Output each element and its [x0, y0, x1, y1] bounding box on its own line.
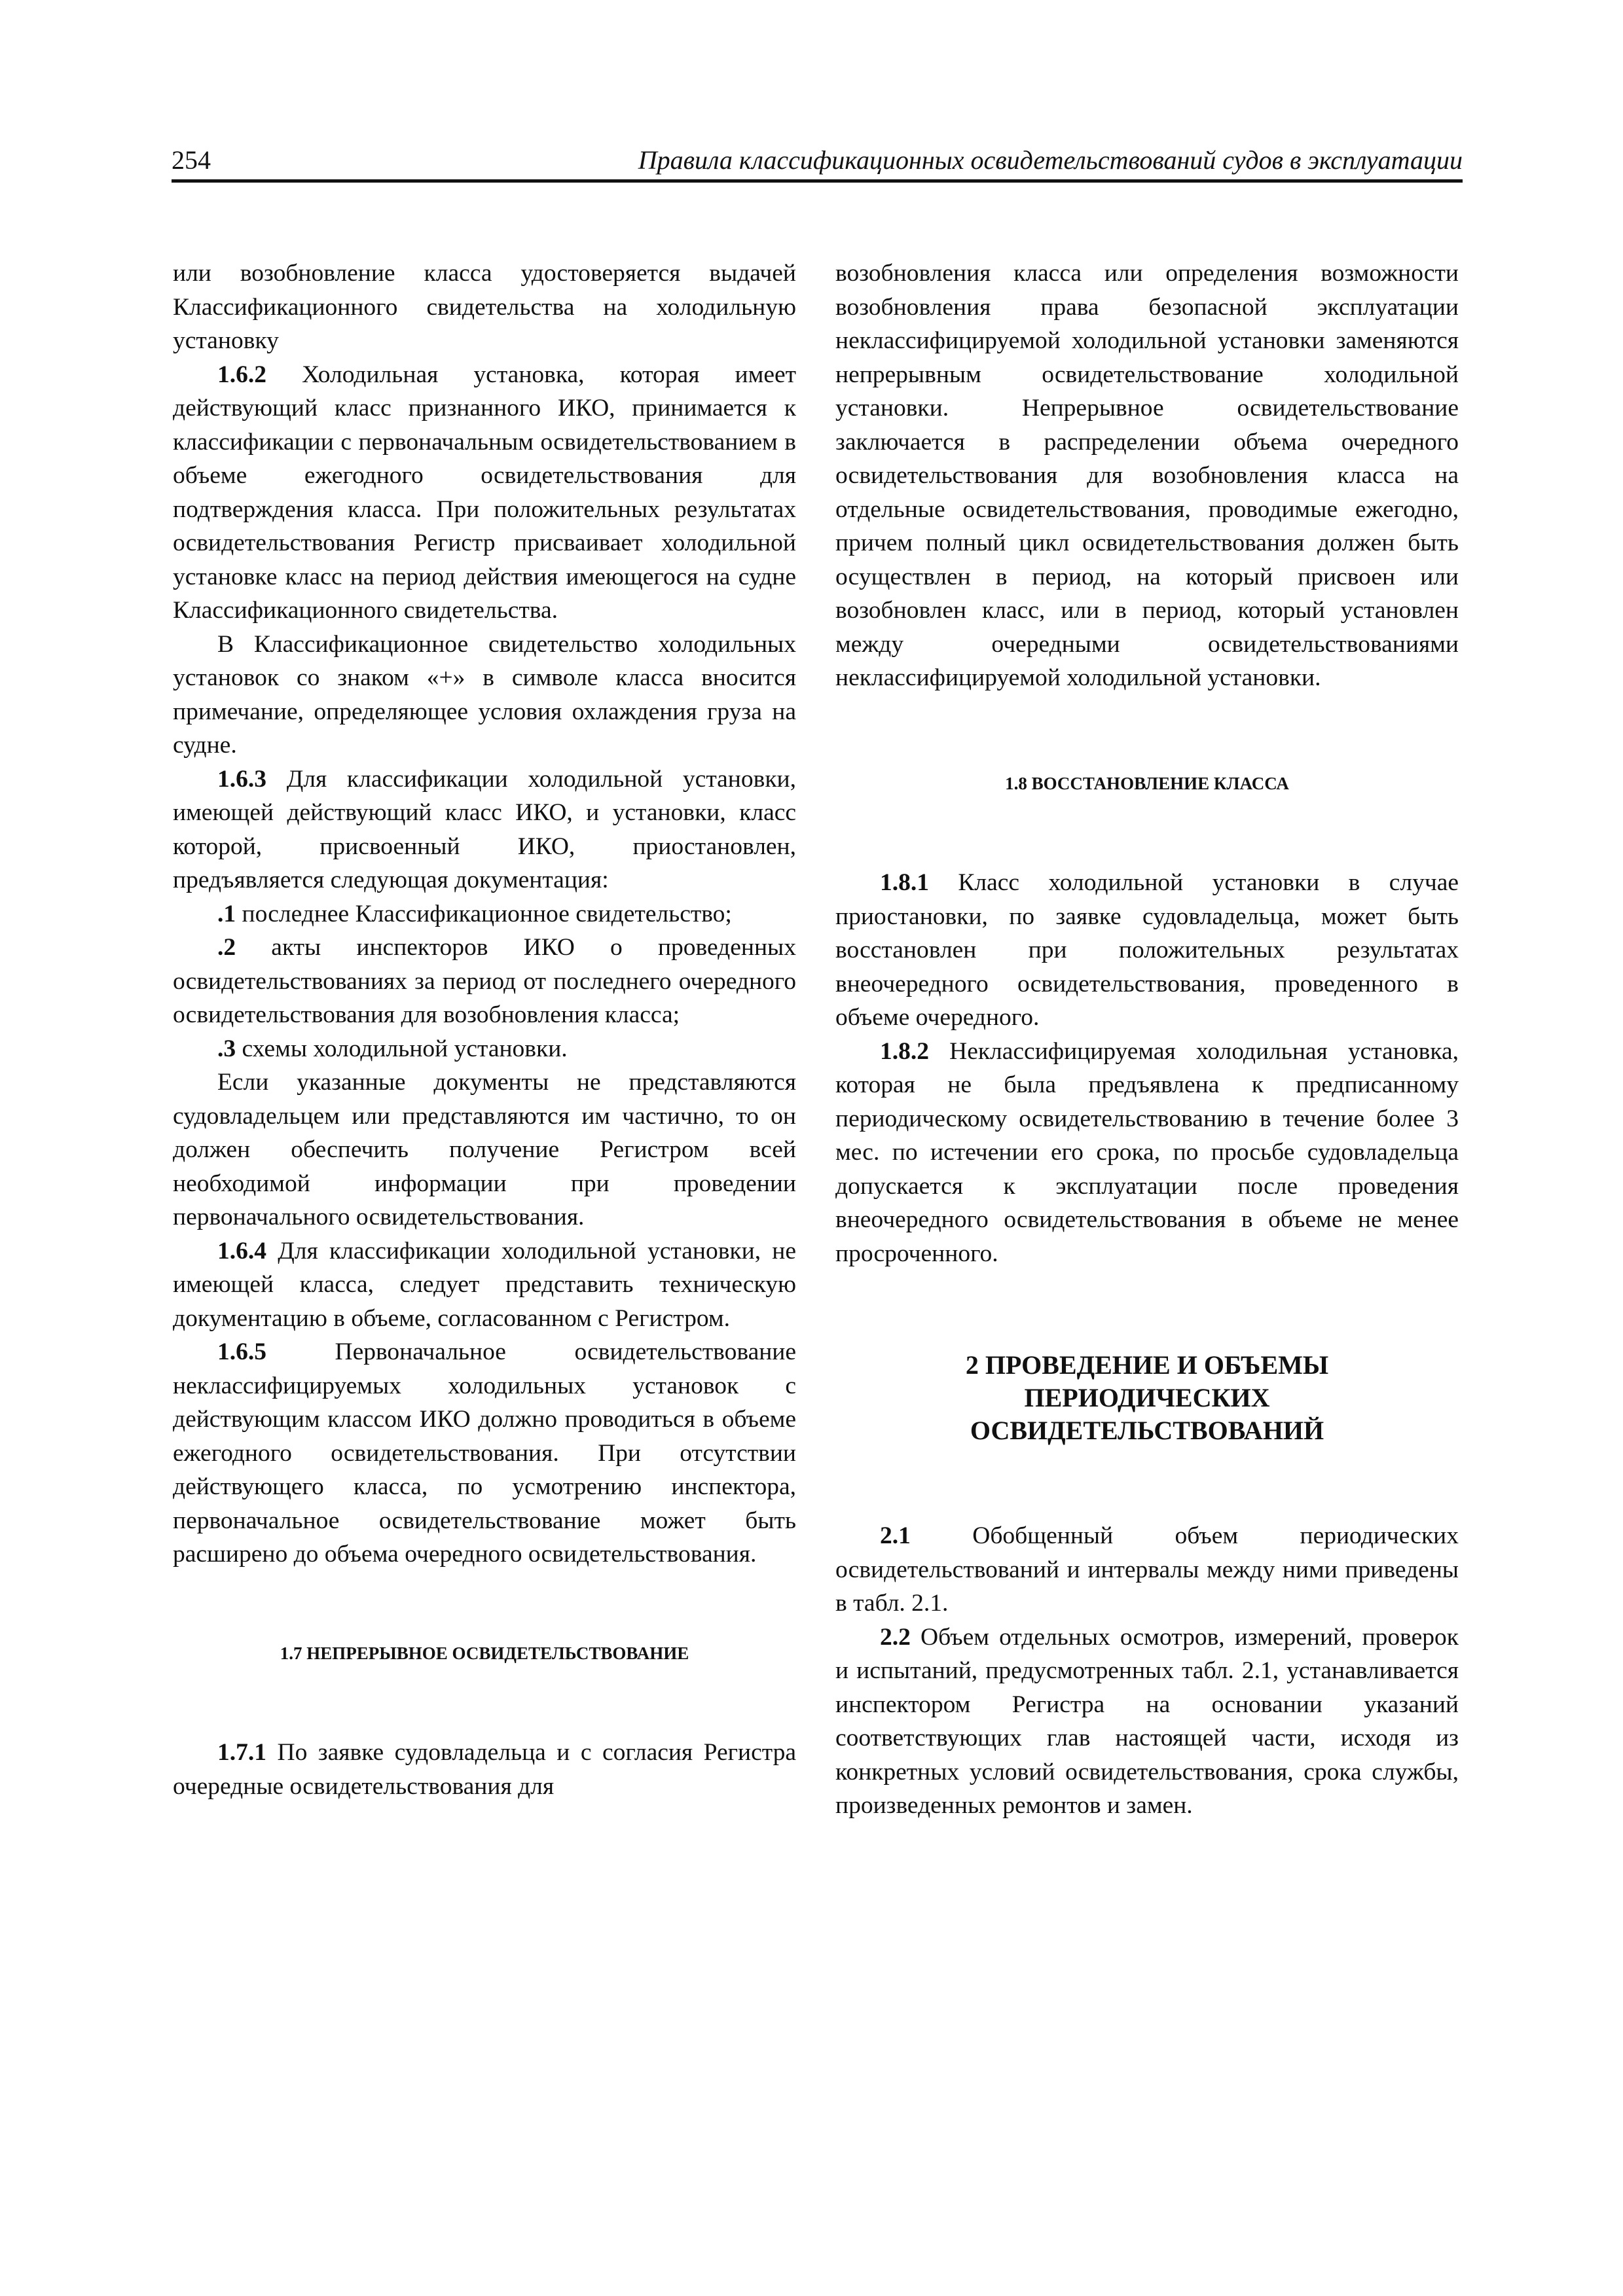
clause-number: 1.6.2 — [217, 361, 266, 388]
clause-number: 2.1 — [880, 1522, 911, 1549]
section-heading-1-7: 1.7 НЕПРЕРЫВНОЕ ОСВИДЕТЕЛЬСТВОВАНИЕ — [280, 1643, 689, 1663]
paragraph: 1.6.5 Первоначальное освидетельствование неклассифицируемых холодильных установок с действующим классом ИКО должно проводиться в объеме ежегодного освидетельствования. При отсутствии действующего класса, по усмотрению инспектора, первоначальное освидетельствование может быть расширено до объема очередного освидетельствования. — [173, 1338, 796, 1568]
running-title: Правила классификационных освидетельствований судов в эксплуатации — [638, 145, 1463, 175]
page-number: 254 — [172, 145, 211, 175]
paragraph: 1.6.3 Для классификации холодильной установки, имеющей действующий класс ИКО, и установки, класс которой, присвоенный ИКО, приостановлен, предъявляется следующая документация: — [173, 765, 796, 893]
paragraph-1-8-2: 1.8.2 Неклассифицируемая холодильная установка, которая не была предъявлена к предписанному периодическому освидетельствованию в течение более 3 мес. по истечении его срока, по просьбе судовладельца допускается к эксплуатации после проведения внеочередного освидетельствования в объеме не менее просроченного. — [835, 1037, 1459, 1267]
clause-number: 1.7.1 — [217, 1739, 266, 1766]
right-column — [835, 257, 1459, 1823]
clause-number: 2.2 — [880, 1623, 911, 1651]
paragraph: или возобновление класса удостоверяется выдачей Классификационного свидетельства на холодильную установку — [173, 260, 796, 354]
paragraph-2-2: 2.2 Объем отдельных осмотров, измерений, проверок и испытаний, предусмотренных табл. 2.1, устанавливается инспектором Регистра на основании указаний соответствующих глав настоящей части, исходя из конкретных условий освидетельствования, срока службы, произведенных ремонтов и замен. — [835, 1623, 1459, 1819]
clause-number: .2 — [217, 934, 236, 961]
paragraph-1-7-1: 1.7.1 По заявке судовладельца и с согласия Регистра очередные освидетельствования для — [173, 1739, 796, 1800]
paragraph: 1.6.2 Холодильная установка, которая имеет действующий класс признанного ИКО, принимается к классификации с первоначальным освидетельствованием в объеме ежегодного освидетельствования для подтверждения класса. При положительных результатах освидетельствования Регистр присваивает холодильной установке класс на период действия имеющегося на судне Классификационного свидетельства. — [173, 361, 796, 624]
running-header — [172, 139, 1463, 183]
section-heading-1-8: 1.8 ВОССТАНОВЛЕНИЕ КЛАССА — [1005, 773, 1289, 793]
clause-number: 1.8.2 — [880, 1037, 929, 1065]
clause-number: 1.8.1 — [880, 869, 929, 896]
paragraph-continued: возобновления класса или определения возможности возобновления права безопасной эксплуатации неклассифицируемой холодильной установки заменяются непрерывным освидетельствование холодильной установки. Непрерывное освидетельствование заключается в распределении объема очередного освидетельствования для возобновления класса на отдельные освидетельствования, проводимые ежегодно, причем полный цикл освидетельствования должен быть осуществлен в период, на который присвоен или возобновлен класс, или в период, который установлен между очередными освидетельствованиями неклассифицируемой холодильной установки. — [835, 260, 1459, 691]
clause-number: 1.6.5 — [217, 1338, 266, 1365]
paragraph: В Классификационное свидетельство холодильных установок со знаком «+» в символе класса вносится примечание, определяющее условия охлаждения груза на судне. — [173, 630, 796, 759]
clause-number: .3 — [217, 1035, 236, 1062]
paragraph: 1.6.4 Для классификации холодильной установки, не имеющей класса, следует представить техническую документацию в объеме, согласованном с Регистром. — [173, 1237, 796, 1332]
clause-number: 1.6.3 — [217, 765, 266, 793]
paragraph: .3 схемы холодильной установки. — [217, 1035, 568, 1062]
paragraph: .2 акты инспекторов ИКО о проведенных освидетельствованиях за период от последнего очередного освидетельствования для возобновления класса; — [173, 934, 796, 1028]
left-paragraphs — [173, 257, 796, 1571]
clause-number: .1 — [217, 900, 236, 927]
chapter-heading-2: 2 ПРОВЕДЕНИЕ И ОБЪЕМЫ ПЕРИОДИЧЕСКИХ ОСВИДЕТЕЛЬСТВОВАНИЙ — [965, 1350, 1329, 1445]
clause-number: 1.6.4 — [217, 1237, 266, 1265]
paragraph: .1 последнее Классификационное свидетельство; — [217, 900, 732, 927]
left-column — [173, 257, 796, 1803]
paragraph-1-8-1: 1.8.1 Класс холодильной установки в случае приостановки, по заявке судовладельца, может быть восстановлен при положительных результатах внеочередного освидетельствования, проведенного в объеме очередного. — [835, 869, 1459, 1031]
paragraph: Если указанные документы не представляются судовладельцем или представляются им частично, то он должен обеспечить получение Регистром всей необходимой информации при проведении первоначального освидетельствования. — [173, 1069, 796, 1230]
paragraph-2-1: 2.1 Обобщенный объем периодических освидетельствований и интервалы между ними приведены в табл. 2.1. — [835, 1522, 1459, 1617]
